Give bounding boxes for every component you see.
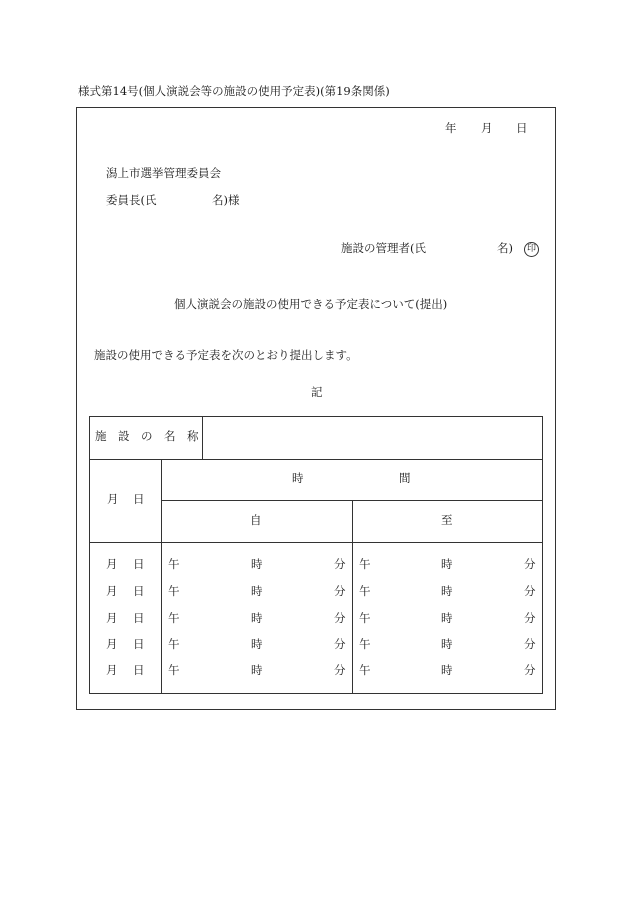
row-3-from-ampm: 午	[168, 611, 180, 625]
divider	[90, 542, 542, 543]
divider	[202, 417, 203, 459]
row-2-day: 日	[133, 584, 145, 598]
row-2-from-min: 分	[334, 584, 346, 598]
row-1-day: 日	[133, 557, 145, 571]
row-1-to-hour: 時	[441, 557, 453, 571]
row-3-to-ampm: 午	[359, 611, 371, 625]
seal-mark: 印	[524, 242, 539, 257]
form-number: 様式第14号(個人演説会等の施設の使用予定表)(第19条関係)	[78, 84, 390, 98]
day-header: 日	[133, 492, 145, 506]
date-year: 年	[445, 121, 457, 135]
row-5-month: 月	[106, 663, 118, 677]
facility-label-2: 設	[118, 429, 130, 443]
row-4-from-ampm: 午	[168, 637, 180, 651]
commission-name: 潟上市選挙管理委員会	[106, 166, 221, 180]
document-title: 個人演説会の施設の使用できる予定表について(提出)	[174, 297, 448, 311]
row-3-from-hour: 時	[251, 611, 263, 625]
row-4-to-hour: 時	[441, 637, 453, 651]
row-5-to-min: 分	[524, 663, 536, 677]
row-3-to-min: 分	[524, 611, 536, 625]
row-3-day: 日	[133, 611, 145, 625]
row-4-to-ampm: 午	[359, 637, 371, 651]
row-1-month: 月	[106, 557, 118, 571]
row-4-from-min: 分	[334, 637, 346, 651]
time-header-1: 時	[292, 471, 304, 485]
ki-label: 記	[311, 385, 323, 399]
row-2-to-ampm: 午	[359, 584, 371, 598]
row-4-to-min: 分	[524, 637, 536, 651]
facility-label-1: 施	[95, 429, 107, 443]
row-1-from-ampm: 午	[168, 557, 180, 571]
row-5-from-hour: 時	[251, 663, 263, 677]
time-header-2: 間	[399, 471, 411, 485]
divider	[90, 459, 542, 460]
row-2-to-min: 分	[524, 584, 536, 598]
manager-name-prefix: 施設の管理者(氏	[341, 241, 426, 255]
row-4-from-hour: 時	[251, 637, 263, 651]
facility-label-5: 称	[187, 429, 199, 443]
row-4-day: 日	[133, 637, 145, 651]
date-month: 月	[481, 121, 493, 135]
month-header: 月	[107, 492, 119, 506]
divider	[161, 459, 162, 693]
row-1-to-min: 分	[524, 557, 536, 571]
manager-name-suffix: 名)	[497, 241, 513, 255]
chair-name-suffix: 名)様	[212, 193, 240, 207]
facility-label-4: 名	[164, 429, 176, 443]
row-1-from-min: 分	[334, 557, 346, 571]
row-1-from-hour: 時	[251, 557, 263, 571]
row-2-to-hour: 時	[441, 584, 453, 598]
row-3-from-min: 分	[334, 611, 346, 625]
chair-name-prefix: 委員長(氏	[106, 193, 157, 207]
row-5-from-min: 分	[334, 663, 346, 677]
to-header: 至	[441, 513, 453, 527]
row-5-day: 日	[133, 663, 145, 677]
from-header: 自	[250, 513, 262, 527]
row-3-to-hour: 時	[441, 611, 453, 625]
row-2-from-ampm: 午	[168, 584, 180, 598]
row-2-month: 月	[106, 584, 118, 598]
divider	[352, 500, 353, 693]
schedule-table	[89, 416, 543, 694]
row-2-from-hour: 時	[251, 584, 263, 598]
body-text: 施設の使用できる予定表を次のとおり提出します。	[94, 348, 358, 362]
row-4-month: 月	[106, 637, 118, 651]
date-day: 日	[516, 121, 528, 135]
facility-label-3: の	[141, 429, 153, 443]
row-5-to-ampm: 午	[359, 663, 371, 677]
row-1-to-ampm: 午	[359, 557, 371, 571]
row-5-from-ampm: 午	[168, 663, 180, 677]
row-3-month: 月	[106, 611, 118, 625]
row-5-to-hour: 時	[441, 663, 453, 677]
